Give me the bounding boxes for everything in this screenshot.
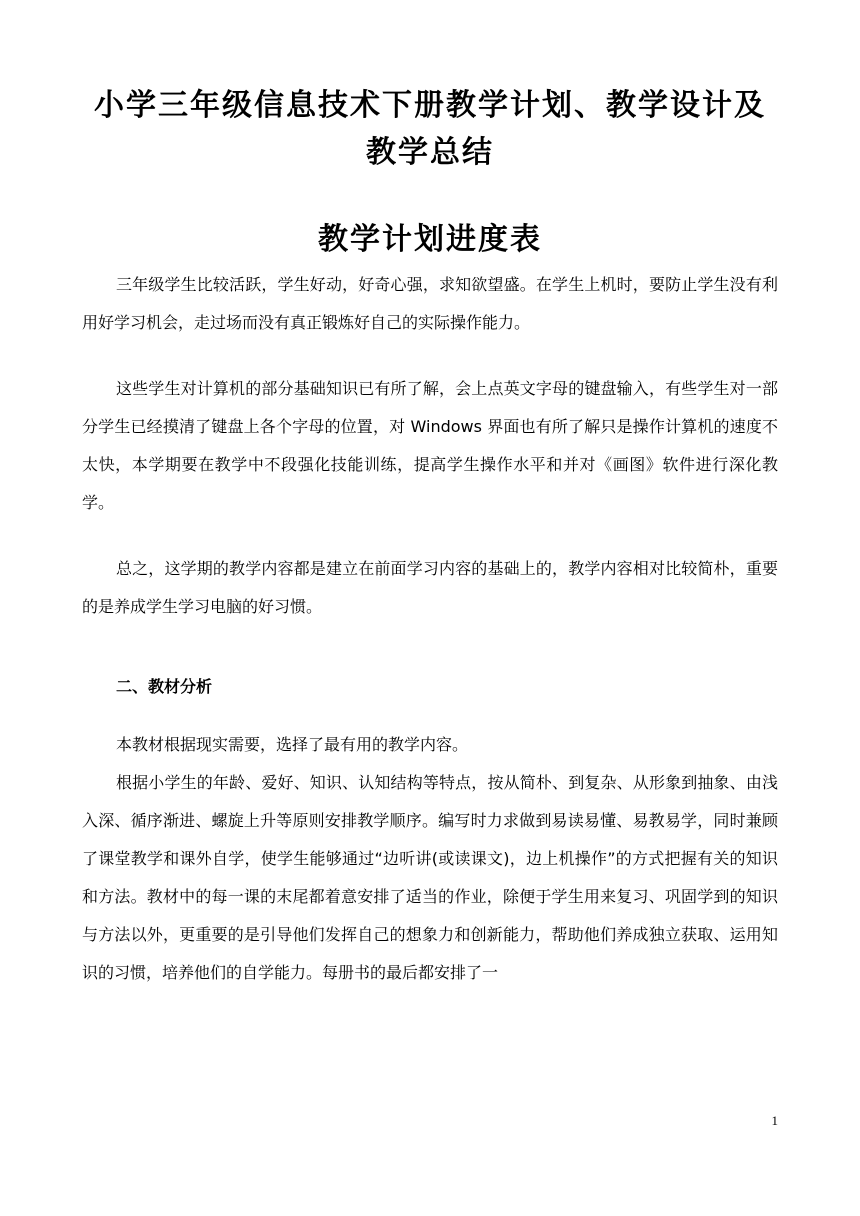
page-number: 1 <box>771 1113 778 1128</box>
paragraph-summary: 总之，这学期的教学内容都是建立在前面学习内容的基础上的，教学内容相对比较简朴，重要的是养成学生学习电脑的好习惯。 <box>82 559 778 616</box>
section-title: 教学计划进度表 <box>318 222 542 257</box>
paragraph-student-knowledge: 这些学生对计算机的部分基础知识已有所了解，会上点英文字母的键盘输入，有些学生对一部分学生已经摸清了键盘上各个字母的位置，对 Windows 界面也有所了解只是操作计算机的速度不太快，本学期要在教学中不段强化技能训练，提高学生操作水平和并对《画图》软件进行深化教学。 <box>82 379 778 512</box>
paragraph-textbook-principles: 根据小学生的年龄、爱好、知识、认知结构等特点，按从简朴、到复杂、从形象到抽象、由浅入深、循序渐进、螺旋上升等原则安排教学顺序。编写时力求做到易读易懂、易教易学，同时兼顾了课堂教学和课外自学，使学生能够通过“边听讲(或读课文)，边上机操作”的方式把握有关的知识和方法。教材中的每一课的末尾都着意安排了适当的作业，除便于学生用来复习、巩固学到的知识与方法以外，更重要的是引导他们发挥自己的想象力和创新能力，帮助他们养成独立获取、运用知识的习惯，培养他们的自学能力。每册书的最后都安排了一 <box>82 773 778 982</box>
paragraph-textbook-selection: 本教材根据现实需要，选择了最有用的教学内容。 <box>116 735 469 754</box>
document-title: 小学三年级信息技术下册教学计划、教学设计及教学总结 <box>94 88 766 170</box>
paragraph-student-characteristics: 三年级学生比较活跃，学生好动，好奇心强，求知欲望盛。在学生上机时，要防止学生没有利用好学习机会，走过场而没有真正锻炼好自己的实际操作能力。 <box>82 275 778 332</box>
heading-textbook-analysis: 二、教材分析 <box>116 677 213 696</box>
